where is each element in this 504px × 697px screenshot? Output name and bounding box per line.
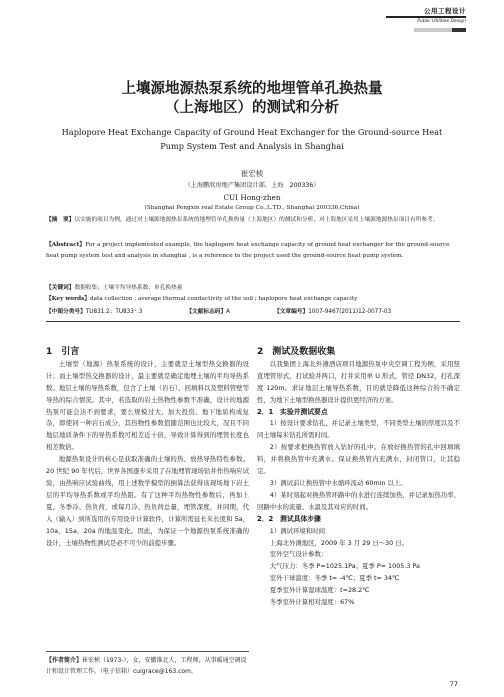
section-heading-testing: 2 测试及数据收集 [257,347,336,357]
title-en-line2: Pump System Test and Analysis in Shanghai [160,141,344,151]
article-number-label: 【文章编号】 [274,309,309,315]
header-decoration-bar [414,28,466,32]
abstract-cn [46,215,460,226]
list-item: 1）测试环境和时间 [269,526,325,535]
abstract-divider [46,321,460,322]
paragraph: 以我集团上海北外滩酒店项目地源热泵中央空调工程为例，采用竖直埋管形式，打试验井两口，打井采用单 U 形式，管径 DN32，打孔深度 120m。求证地层土壤导热系数，目的就是降低这种综合的不确定性，为地下土壤型换热器设计提供更经济的方案。 [257,359,460,404]
author-name-cn: 崔宏桢 [240,169,264,178]
keywords-en [46,294,460,305]
subsection-heading: 2．2 测试具体步骤 [257,514,321,523]
paragraph: 地源热泵设计的核心是获取准确的土壤的热、放热导热特性参数。20 世纪 90 年代后，世界各国逐步采用了在地埋管现场钻井作热响应试验，由热响应试验曲线，用上述数学模型的倒算法获得该现场地下岩土层的平均导热系数或平均热阻。有了这种平均热物性参数后，再加上夏、冬季冷、热负荷，或每月冷、热负荷总量，埋管深度，并同期，代入（输入）到所选用的专用设计计算软件，计算所需延长米长度和 5a，10a，15a，20a 的地温变化。因此，为保证一个地源热泵系统准确的设计，土壤热物性测试是必不可少的前提步骤。 [46,455,249,547]
paper-title-en [30,125,474,153]
abstract-en-text: For a project implemented example, the haplopore heat exchange capacity of ground heat exchanger for the ground-source heat pump system test and analysis in shanghai , is a reference to the project used the ground-source heat pump system. [46,242,450,259]
keywords-cn [46,283,460,294]
list-item: 室外干球温度：冬季 t= -4℃；夏季 t= 34℃ [269,574,400,583]
abstract-cn-label: 【摘 要】 [46,217,75,223]
author-bio-text: 崔宏桢（1973-），女，安徽淮北人，工程师，从事暖通空调设计和设计管理工作。（电子信箱）cuigrace@163.com。 [46,657,247,675]
author-bio-label: 【作者简介】 [46,657,83,664]
list-item: 室外空气设计参数： [269,550,328,559]
left-column [46,347,249,549]
author-bio-footnote [46,655,249,677]
clc-label: 【中图分类号】 [46,309,86,315]
doc-code-field [186,307,252,318]
right-column [257,347,460,609]
list-item: 上海北外滩地区，2009 年 3 月 29 日～30 日。 [269,538,409,547]
author-name-en: CUI Hong-zhen [223,193,281,202]
journal-column-title: 公用工程设计 [424,7,466,15]
list-item: 4）某时刻起对换热管环路中的水进行连续加热，并记录加热功率、回路中水的流量、水温及其对应的时间。 [257,490,460,511]
journal-header [386,6,466,24]
clc-field [46,307,164,318]
list-item: 冬季室外计算相对湿度：67% [269,598,355,607]
abstract-en-label: 【Abstract】 [46,242,86,248]
affiliation-en: (Shanghai Pengxin real Estate Group Co.,L.TD., Shanghai 200336,China) [144,205,360,211]
article-number-field [274,307,413,318]
keywords-en-text: data collection ; average thermal conductivity of the soil ; haplopore heat exchange capacity [89,296,358,302]
keywords-cn-text: 数据收集；土壤平均导热系数；单孔换热量 [74,285,183,291]
title-en-line1: Haplopore Heat Exchange Capacity of Ground Heat Exchanger for the Ground-source Heat [61,127,443,137]
doc-code-label: 【文献标志码】 [186,309,227,315]
affiliation-cn: （上海鹏欣房地产集团设计部，上海 200336） [184,182,320,189]
keywords-en-label: 【Key words】 [46,296,90,302]
section-heading-intro: 1 引言 [46,347,80,357]
abstract-cn-text: 以实施的项目为例，通过对上壤源地源热泵系统的地埋管单孔换热量（上海地区）的测试和分析，对上海地区采用上壤源地源热泵项目有所参考。 [74,217,439,223]
keywords-cn-label: 【关键词】 [46,285,75,291]
abstract-en [46,240,460,262]
doc-code-value: A [226,309,231,315]
paper-title-cn [0,80,504,118]
list-item: 1）按设计要求钻孔，并记录土壤类型，不同类型土壤的厚度以及不同土壤每米钻孔所需时间。 [257,419,460,440]
list-item: 2）按要求把换热管放入钻好的孔中。在放好换热管的孔中回填填料，并将换热管中充满水。保证换热管内充满水，封闭管口，让其稳定。 [257,443,460,476]
header-rule [386,16,466,18]
title-cn-line1: 上壤源地源热泵系统的地埋管单孔换热量 [121,81,383,97]
subsection-heading: 2．1 实验井测试要点 [257,407,328,416]
page-number: 77 [449,680,458,688]
article-number-value: 1007-9467(2011)12-0077-03 [308,309,392,315]
classification-row [46,307,460,318]
list-item: 大气压力：冬季 P=1025.1Pa；夏季 P= 1005.3 Pa [269,562,420,571]
journal-column-subtitle: Public Utilities Design [417,18,466,24]
paragraph: 土壤型（地源）热泵系统的设计，主要就是土壤型热交换器的设计；而土壤型热交换器的设计，最主要就是确定地埋土壤的平均导热系数。地层土壤的导热系数，包含了土壤（岩石）、回填料以及塑料管壁等导热的综合情况。其中，若选取的岩土热物性参数不准确，设计的地源热泵可能会达不到要求，要么规模过大，加大投资。地下地质构成复杂，即使同一种岩石成分，其热物性参数值随范围也比较大，况且不同地层地质条件下的导热系数可相差近十倍，导致计算得到的埋管长度也相差数倍。 [46,359,249,452]
list-item: 夏季室外计算湿球温度：t=28.2℃ [269,586,370,595]
clc-value: TU831.2；TU833⁺.3 [85,309,143,315]
list-item: 3）测试前让换热管中水循环流动 60min 以上。 [269,478,407,487]
title-cn-line2: （上海地区）的测试和分析 [165,100,339,116]
